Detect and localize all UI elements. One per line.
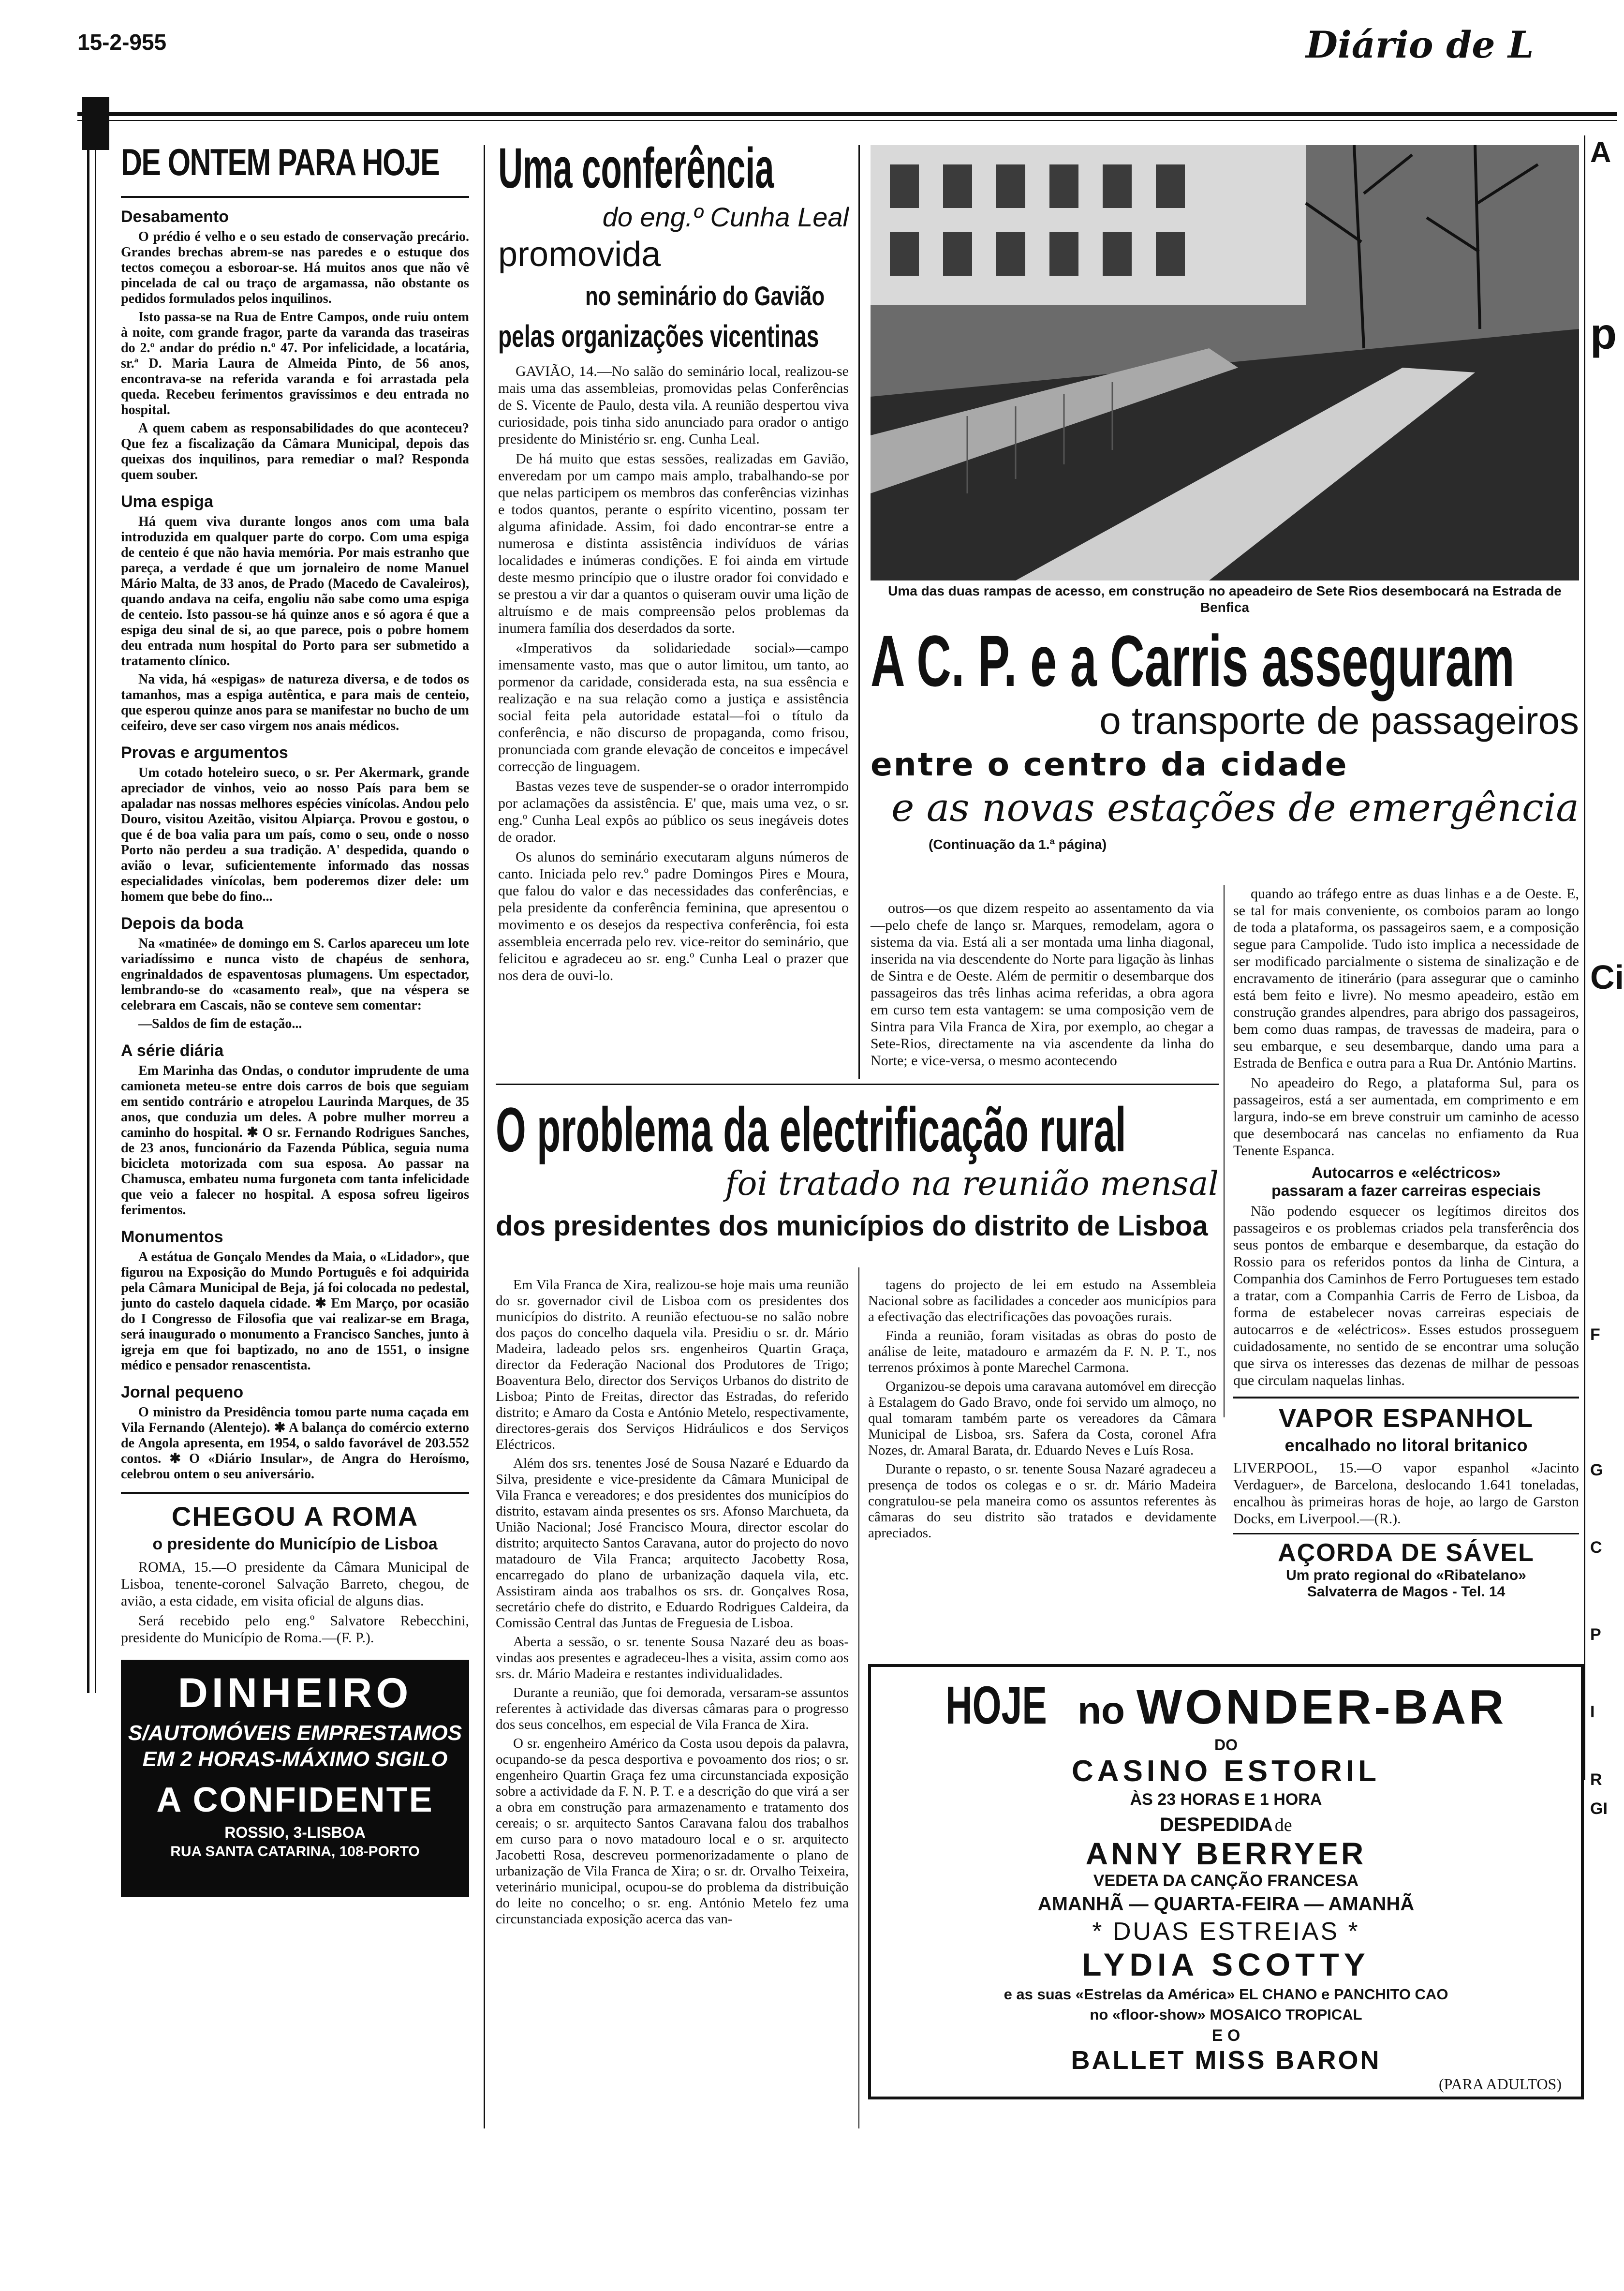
brief-heading: Jornal pequeno (121, 1383, 244, 1401)
paragraph: De há muito que estas sessões, realizadas em Gavião, enveredam por um campo mais amplo, trabalhando-se por que nelas participem os membros das conferências vizinhas e todos quantos, perante o espírito vicentino, possam ter alguma afinidade. Assim, foi dado encontrar-se entre a numerosa e distinta assistência indivíduos de várias localidades e inúmeras condições. E foi ainda em virtude deste mesmo princípio que o ilustre orador foi convidado e se prestou a vir dar a quantos o quiseram ouvir uma lição de altruísmo e de mais compreensão pelos problemas da inumera família dos deserdados da sorte. (498, 451, 849, 636)
edge-fragment: GI (1590, 1800, 1608, 1818)
brief-heading: A série diária (121, 1041, 224, 1060)
auto-body (1233, 1203, 1579, 1389)
paragraph: O sr. engenheiro Américo da Costa usou depois da palavra, ocupando-se da pesca desportiva e povoamento dos rios; o sr. engenheiro Quartin Graça fez uma circunstanciada exposição sobre a actividade da F. N. P. T. e a descrição do que virá a ser a obra em construção para armazenamento e tratamento dos cereais; o sr. arquitecto Santos Caravana falou dos trabalhos em curso para o novo matadouro local e o sr. arquitecto Jacobetti Rosa, descreveu pormenorizadamente o plano de urbanização de Vila Franca de Xira; o sr. dr. Orvalho Teixeira, veterinário municipal, ocupou-se do problema da distribuição do leite no concelho; o sr. eng. António Metelo fez uma circunstanciada exposição acerca das van- (496, 1736, 849, 1927)
brief-body (121, 514, 469, 734)
acp-continuation: (Continuação da 1.ª página) (929, 837, 1107, 852)
elec-body-right (868, 1277, 1216, 1544)
elec-sub1: foi tratado na reunião mensal (725, 1165, 1219, 1203)
paragraph: quando ao tráfego entre as duas linhas e a de Oeste. E, se tal for mais conveniente, os comboios param ao longo de toda a plataforma, os passageiros saem, e a composição segue para Campolide. Tudo isto implica a necessidade de ser modificado parcialmente o sistema de sinalização e de encravamento de itinerário (para assegurar que o caminho está bem feito e livre). No mesmo apeadeiro, estão em construção grandes alpendres, para abrigo dos passageiros, bem como duas rampas, de travessas de madeira, para o seu embarque, e seu desembarque, dando uma para a Estrada de Benfica e outra para a Rua Dr. António Martins. (1233, 886, 1579, 1071)
vapor-subtitle: encalhado no litoral britanico (1284, 1435, 1528, 1455)
col-separator (858, 1267, 859, 2128)
paragraph: A estátua de Gonçalo Mendes da Maia, o «Lidador», que figurou na Exposição do Mundo Português e foi adquirida pela Câmara Municipal de Beja, já foi colocada no pedestal, junto do castelo daquela cidade. ✱ Em Março, por ocasião do I Congresso de Filosofia que vai realizar-se em Braga, será inaugurado o monumento a Francisco Sanches, junto à igreja em que foi baptizado, no ano de 1551, o insigne médico e pensador renascentista. (121, 1250, 469, 1373)
acp-right-col (1233, 885, 1579, 1600)
wonder-adultos: (PARA ADULTOS) (1438, 2075, 1562, 2093)
ad-line-confidente: A CONFIDENTE (156, 1781, 434, 1819)
paragraph: «Imperativos da solidariedade social»—campo imensamente vasto, mas que o autor limitou, um tanto, ao pormenor da caridade, considerada esta, na sua essência e realização e na sua relação como a justiça e assistência social feita pela autoridade estatal—foi o título da conferência, e não discurso de propaganda, como frisou, pronunciada com grande elevação de conceitos e impecável correcção de linguagem. (498, 640, 849, 774)
elec-body-left (496, 1277, 849, 1930)
brief-body (121, 1063, 469, 1218)
wonder-ballet: BALLET MISS BARON (1071, 2046, 1381, 2075)
ad-line-porto: RUA SANTA CATARINA, 108-PORTO (170, 1844, 420, 1860)
conf-sub2: promovida (498, 235, 661, 274)
paragraph: Na vida, há «espigas» de natureza diversa, e de todos os tamanhos, mas a espiga autêntica, e para mais de centeio, que esperou quinze anos para se manifestar no bucho de um ceifeiro, deve ser caso virgem nos anais médicos. (121, 672, 469, 733)
wonder-anny: ANNY BERRYER (1085, 1836, 1367, 1871)
wonder-eo: E O (1211, 2026, 1240, 2045)
left-margin-rule-2 (95, 145, 96, 1693)
wonder-hoje: HOJE (945, 1676, 1047, 1735)
article-conferencia (498, 135, 849, 987)
wonder-floor-show: no «floor-show» MOSAICO TROPICAL (1090, 2006, 1362, 2023)
paragraph: Bastas vezes teve de suspender-se o orador interrompido por aclamações da assistência. E' que, mais uma vez, o sr. eng.º Cunha Leal expôs ao público os seus inegáveis dotes de orador. (498, 778, 849, 845)
title-rule (121, 196, 469, 198)
auto-head-1: Autocarros e «eléctricos» (1311, 1164, 1501, 1181)
wonder-estrelas: e as suas «Estrelas da América» EL CHANO e PANCHITO CAO (1004, 1986, 1448, 2003)
acorda-line2: Salvaterra de Magos - Tel. 14 (1307, 1584, 1506, 1600)
wonder-de: de (1274, 1815, 1292, 1835)
wonder-vedeta: VEDETA DA CANÇÃO FRANCESA (1093, 1872, 1359, 1890)
acp-sub1: o transporte de passageiros (1099, 699, 1579, 742)
elec-title: O problema da electrificação rural (496, 1094, 1126, 1165)
roma-title: CHEGOU A ROMA (171, 1501, 419, 1532)
brief-heading: Depois da boda (121, 914, 244, 933)
paragraph: tagens do projecto de lei em estudo na Assembleia Nacional sobre as facilidades a conceder aos municípios para a efectivação das electrificações das povoações rurais. (868, 1277, 1216, 1324)
brief-body (121, 765, 469, 905)
paragraph: Organizou-se depois uma caravana automóvel em direcção à Estalagem do Gado Bravo, onde foi servido um almoço, no qual tomaram também parte os vereadores da Câmara Municipal de Lisboa, srs. Safera da Costa, coronel Afra Nozes, dr. Amaral Barata, dr. Eduardo Neves e Luís Rosa. (868, 1379, 1216, 1458)
conf-title: Uma conferência (498, 136, 774, 200)
conf-body (498, 363, 849, 984)
paragraph: Os alunos do seminário executaram alguns números de canto. Iniciada pelo rev.º padre Domingos Pires e Moura, que falou do valor e das necessidades das conferências, e pela presidente da conferência feminina, que apresentou o movimento e os desejos da respectiva conferência, foi esta assembleia encerrada pelo rev. vice-reitor do seminário, que felicitou e agradeceu ao sr. eng.º Cunha Leal o prazer que nos dera de ouvi-lo. (498, 849, 849, 983)
cropped-edge-column (1590, 135, 1624, 1829)
col-separator (1224, 885, 1225, 1417)
brief-heading: Provas e argumentos (121, 744, 288, 762)
edge-fragment: F (1590, 1325, 1600, 1344)
paragraph: Na «matinée» de domingo em S. Carlos apareceu um lote variadíssimo e nunca visto de chapéus de senhora, engrinaldados de espaventosas plumagens. Um espectador, lembrando-se do «casamento real», que na véspera se celebrara em Cascais, não se conteve sem comentar: (121, 936, 469, 1013)
acorda-title: AÇORDA DE SÁVEL (1278, 1539, 1535, 1567)
paragraph: Durante o repasto, o sr. tenente Sousa Nazaré agradeceu a presença de todos os colegas e o sr. dr. Mário Madeira congratulou-se pela maneira como os assuntos referentes às câmaras do seu distrito são tratados e devidamente apreciados. (868, 1461, 1216, 1541)
photo-sete-rios (871, 145, 1579, 580)
photo-illustration (871, 145, 1579, 580)
section-rule (121, 1492, 469, 1494)
paragraph: Em Marinha das Ondas, o condutor imprudente de uma camioneta meteu-se entre dois carros de bois que seguiam em sentido contrário e atropelou Laurinda Marques, de 35 anos, que conduzia um deles. A pobre mulher morreu a caminho do hospital. ✱ O sr. Fernando Rodrigues Sanches, de 23 anos, funcionário da Fazenda Pública, seguia numa bicicleta motorizada com sua esposa. Ao passar na Chamusca, embateu numa furgoneta com tanta infelicidade que veio a falecer no hospital. A esposa sofreu ligeiros ferimentos. (121, 1063, 469, 1218)
paragraph: Há quem viva durante longos anos com uma bala introduzida em qualquer parte do corpo. Com uma espiga de centeio é que não havia memória. Por mais estranho que pareça, a verdade é que um jornaleiro de nome Manuel Mário Malta, de 33 anos, de Prado (Macedo de Cavaleiros), quando andava na ceifa, engoliu não sabe como uma espiga de centeio. Isto passou-se há quinze anos e só agora é que a espiga deu sinal de si, ao que parece, pois o pobre homem deu entrada num hospital do Porto para ser submetido a tratamento clínico. (121, 514, 469, 669)
column-de-ontem (121, 140, 469, 1897)
edge-fragment: C (1590, 1538, 1602, 1557)
page-date: 15-2-955 (77, 30, 167, 55)
ad-line-emprestamos: S/AUTOMÓVEIS EMPRESTAMOS (128, 1721, 462, 1745)
ad-line-sigilo: EM 2 HORAS-MÁXIMO SIGILO (142, 1747, 448, 1771)
conf-sub1: do eng.º Cunha Leal (602, 202, 849, 232)
brief-body (121, 1405, 469, 1482)
acorda-line1: Um prato regional do «Ribatelano» (1286, 1567, 1526, 1583)
acp-sub3: e as novas estações de emergência (891, 785, 1579, 830)
wonder-bar-ad (868, 1664, 1584, 2099)
brief-heading: Desabamento (121, 208, 229, 226)
edge-fragment: Ci (1590, 958, 1624, 996)
paragraph: outros—os que dizem respeito ao assentamento da via—pelo chefe de lanço sr. Marques, remodelam, agora o sistema da via. Está ali a ser montada uma linha diagonal, inserida na via descendente do Norte para ligação às linhas de Sintra e de Oeste. Além de permitir o desembarque dos passageiros das três linhas acima referidas, a obra agora em curso tem esta vantagem: se uma composição vem de Sintra para Vila Franca de Xira, por exemplo, ao chegar a Sete-Rios, directamente na via ascendente da linha do Norte; e vice-versa, o mesmo acontecendo (871, 900, 1214, 1069)
edge-fragment: A (1590, 136, 1611, 168)
acp-body-left (871, 900, 1214, 1072)
margin-block (82, 97, 109, 150)
photo-caption: Uma das duas rampas de acesso, em construção no apeadeiro de Sete Rios desembocará na Estrada de Benfica (888, 583, 1562, 615)
conf-sub3: no seminário do Gavião (585, 281, 825, 311)
left-margin-rule (87, 145, 89, 1693)
paragraph: Finda a reunião, foram visitadas as obras do posto de análise de leite, matadouro e armazém da F. N. P. T., nos terrenos próximos à ponte Marechel Carmona. (868, 1328, 1216, 1375)
wonder-despedida: DESPEDIDA (1160, 1814, 1273, 1835)
wonder-no: no (1078, 1689, 1125, 1732)
wonder-amanha: AMANHÃ — QUARTA-FEIRA — AMANHÃ (1037, 1893, 1415, 1915)
acp-body-right (1233, 885, 1579, 1159)
section-rule (1233, 1397, 1579, 1398)
edge-fragment: G (1590, 1461, 1603, 1479)
paragraph: No apeadeiro do Rego, a plataforma Sul, para os passageiros, está a ser aumentada, em comprimento e em largura, indo-se em breve construir um caminho de acesso que desembocará nas cancelas no enfiamento da Rua Tenente Espanca. (1233, 1075, 1579, 1159)
brief-body (121, 229, 469, 483)
roma-body (121, 1559, 469, 1646)
acp-sub2: entre o centro da cidade (871, 746, 1348, 783)
wonder-do: DO (1214, 1736, 1238, 1754)
edge-fragment: R (1590, 1770, 1602, 1789)
wonder-estreias: * DUAS ESTREIAS * (1092, 1918, 1360, 1946)
vapor-title: VAPOR ESPANHOL (1278, 1404, 1534, 1433)
brief-heading: Monumentos (121, 1228, 223, 1246)
paragraph: O prédio é velho e o seu estado de conservação precário. Grandes brechas abrem-se nas paredes e o estuque dos tectos começou a esboroar-se. Há muitos anos que não vê pincelada de cal ou traço de argamassa, não obstante os pedidos formulados pelos inquilinos. (121, 229, 469, 306)
ad-line-dinheiro: DINHEIRO (177, 1670, 413, 1716)
wonder-lydia: LYDIA SCOTTY (1082, 1947, 1370, 1982)
paragraph: Aberta a sessão, o sr. tenente Sousa Nazaré deu as boas-vindas aos presentes e agradeceu-lhes a visita, assim como aos srs. dr. Mário Madeira e restantes individualidades. (496, 1634, 849, 1681)
paragraph: Não podendo esquecer os legítimos direitos dos passageiros e os problemas criados pela transferência dos seus pontos de embarque e desembarque, da estação do Rossio para os referidos pontos da linha de Cintura, a Companhia dos Caminhos de Ferro Portugueses tem estado a tratar, com a Companhia Carris de Ferro de Lisboa, da forma de estabelecer novas carreiras especiais de autocarros e de «eléctricos». Esses estudos prosseguem cuidadosamente, no sentido de se encontrar uma solução que sirva os interesses das dezenas de milhar de pessoas que circulam naquelas linhas. (1233, 1203, 1579, 1388)
conf-sub4: pelas organizações vicentinas (498, 319, 819, 354)
wonder-horas: ÀS 23 HORAS E 1 HORA (1130, 1790, 1322, 1809)
edge-fragment: I (1590, 1703, 1595, 1721)
edge-fragment: p (1590, 310, 1617, 358)
dinheiro-ad (121, 1660, 469, 1897)
section-rule (1233, 1533, 1579, 1534)
brief-heading: Uma espiga (121, 492, 213, 511)
paragraph: Em Vila Franca de Xira, realizou-se hoje mais uma reunião do sr. governador civil de Lisboa com os presidentes dos municípios do distrito. A reunião efectuou-se no salão nobre dos paços do concelho daquela vila. Presidiu o sr. dr. Mário Madeira, ladeado pelos srs. engenheiros Quartin Graça, director da Federação Nacional dos Produtores de Trigo; Boaventura Belo, director dos Serviços Urbanos do distrito de Lisboa; Pinto de Freitas, director das Estradas, do referido distrito; e Amaro da Costa e António Metelo, respectivamente, directores-gerais dos Serviços Hidráulicos e dos Serviços Eléctricos. (496, 1277, 849, 1452)
article-electrificacao (496, 1093, 1219, 1242)
col-separator (1584, 135, 1585, 1780)
auto-head-2: passaram a fazer carreiras especiais (1271, 1182, 1541, 1199)
masthead: Diário de L (1306, 23, 1534, 66)
elec-sub2: dos presidentes dos municípios do distrito de Lisboa (496, 1210, 1208, 1242)
col-separator (858, 145, 860, 1079)
paragraph: GAVIÃO, 14.—No salão do seminário local, realizou-se mais uma das assembleias, promovidas pelas Conferências de S. Vicente de Paulo, desta vila. A reunião despertou viva curiosidade, pois tinha sido anunciado para orador o antigo presidente do Ministério sr. eng. Cunha Leal. (498, 363, 849, 447)
roma-subtitle: o presidente do Município de Lisboa (152, 1535, 438, 1553)
brief-body (121, 1250, 469, 1373)
col-separator (484, 145, 485, 2128)
article-acp (871, 619, 1579, 852)
wonder-title: WONDER-BAR (1136, 1680, 1507, 1734)
paragraph: Durante a reunião, que foi demorada, versaram-se assuntos referentes à actividade das diversas câmaras para o progresso dos seus concelhos, em especial de Vila Franca de Xira. (496, 1685, 849, 1732)
section-title: DE ONTEM PARA HOJE (121, 141, 440, 183)
paragraph: O ministro da Presidência tomou parte numa caçada em Vila Fernando (Alentejo). ✱ A balança do comércio externo de Angola apresenta, em 1954, o saldo favorável de 203.552 contos. ✱ O «Diário Insular», de Angra do Heroísmo, celebrou ontem o seu aniversário. (121, 1405, 469, 1482)
vapor-body: LIVERPOOL, 15.—O vapor espanhol «Jacinto Verdaguer», de Barcelona, deslocando 1.641 toneladas, encalhou às primeiras horas de hoje, ao largo de Garston Docks, em Liverpool.—(R.). (1233, 1460, 1579, 1527)
paragraph: Um cotado hoteleiro sueco, o sr. Per Akermark, grande apreciador de vinhos, veio ao nosso País para bem se apaladar nas nossas melhores espécies vinícolas. Andou pelo Douro, visitou Azeitão, visitou Alpiarça. Provou e gostou, o que é de boa valia para um país, como o seu, onde o nosso Porto não perdeu a sua tradição. A' despedida, quando o avião o levar, suficientemente informado das nossas especialidades vinícolas, bem poderemos dizer dele: um homem que bebe do fino... (121, 765, 469, 904)
paragraph: Isto passa-se na Rua de Entre Campos, onde ruiu ontem à noite, com grande fragor, parte da varanda das traseiras do 2.º andar do prédio n.º 47. Por infelicidade, a locatária, sr.ª D. Maria Laura de Almeida Pinto, de 56 anos, encontrava-se na referida varanda e foi arrastada pela queda. Recebeu ferimentos gravíssimos e deu entrada no hospital. (121, 310, 469, 417)
edge-fragment: P (1590, 1625, 1601, 1644)
wonder-casino: CASINO ESTORIL (1072, 1755, 1380, 1788)
paragraph: ROMA, 15.—O presidente da Câmara Municipal de Lisboa, tenente-coronel Salvação Barreto, chegou, de avião, a esta cidade, em visita oficial de alguns dias. (121, 1559, 469, 1609)
brief-body (121, 936, 469, 1032)
header-rule-thin (77, 120, 1617, 121)
acp-title: A C. P. e a Carris asseguram (871, 620, 1515, 701)
paragraph: Será recebido pelo eng.º Salvatore Rebecchini, presidente do Município de Roma.—(F. P.). (121, 1613, 469, 1646)
header-rule (77, 112, 1617, 116)
paragraph: Além dos srs. tenentes José de Sousa Nazaré e Eduardo da Silva, presidente e vice-presidente da Câmara Municipal de Vila Franca e vereadores; e dos presidentes dos municípios do distrito, estavam ainda presentes os srs. Afonso Marchueta, da União Nacional; José Francisco Moura, director escolar do distrito; arquitecto Santos Caravana, autor do projecto do novo matadouro de Vila Franca; arquitecto Jacobetty Rosa, encarregado do plano de urbanização daquela vila, etc. Assistiram ainda aos trabalhos os srs. dr. Gonçalves Rosa, secretário chefe do distrito, e Eduardo Rodrigues Caldeira, da Comissão Central das Juntas de Freguesia de Lisboa. (496, 1456, 849, 1631)
section-rule (496, 1084, 1219, 1085)
paragraph: A quem cabem as responsabilidades do que aconteceu? Que fez a fiscalização da Câmara Municipal, depois das queixas dos inquilinos, para remediar o mal? Responda quem souber. (121, 421, 469, 482)
brief-list (121, 208, 469, 1482)
ad-line-rossio: ROSSIO, 3-LISBOA (224, 1824, 366, 1841)
paragraph: —Saldos de fim de estação... (138, 1016, 302, 1031)
